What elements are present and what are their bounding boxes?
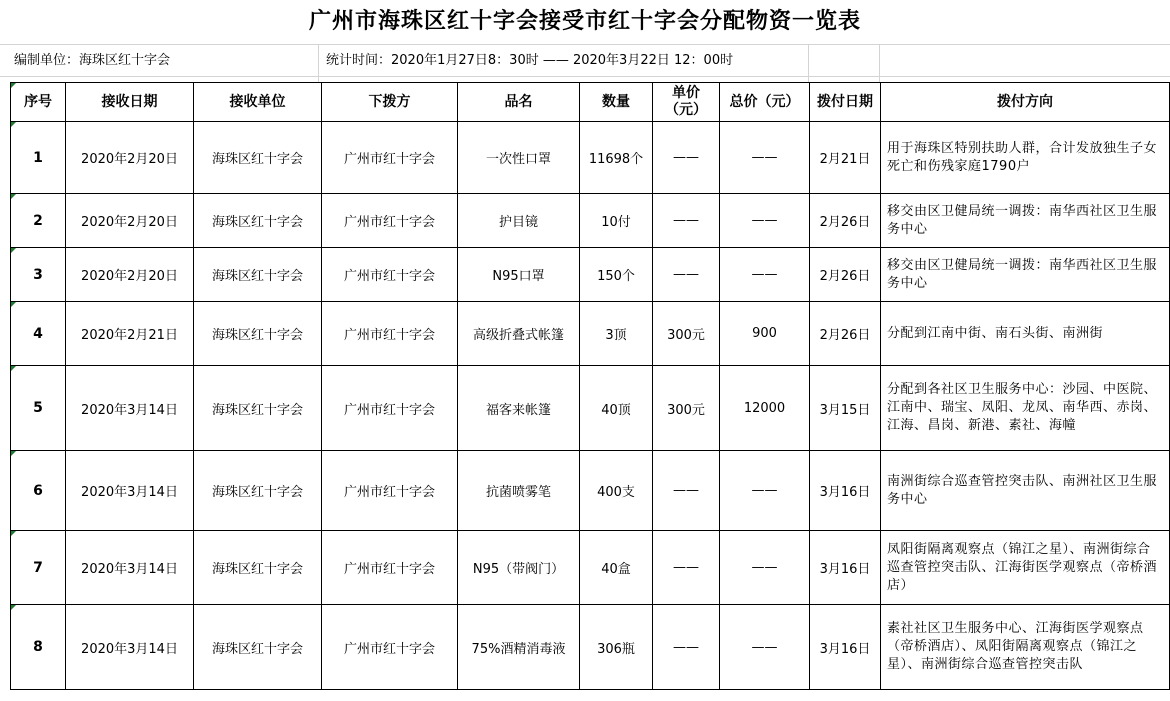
cell-pay-date[interactable]: 3月16日 [810,605,881,690]
cell-pay-date[interactable]: 2月26日 [810,194,881,248]
cell-receiver[interactable]: 海珠区红十字会 [194,366,322,451]
cell-quantity[interactable]: 40盒 [580,531,653,605]
cell-no[interactable]: 8 [11,605,66,690]
cell-marker [11,194,16,199]
gridline [808,44,809,82]
cell-unit-price[interactable]: —— [653,248,720,302]
cell-pay-date[interactable]: 2月26日 [810,302,881,366]
col-header-sender[interactable]: 下拨方 [322,83,458,122]
cell-receive-date[interactable]: 2020年3月14日 [66,366,194,451]
cell-item[interactable]: 福客来帐篷 [458,366,580,451]
cell-receive-date[interactable]: 2020年2月20日 [66,122,194,194]
table-row [11,302,1170,366]
cell-receiver[interactable]: 海珠区红十字会 [194,451,322,531]
supplies-table [10,82,1170,690]
cell-sender[interactable]: 广州市红十字会 [322,248,458,302]
cell-marker [11,248,16,253]
cell-direction[interactable]: 素社社区卫生服务中心、江海街医学观察点（帝桥酒店）、凤阳街隔离观察点（锦江之星）、南洲街综合巡查管控突击队 [881,605,1170,690]
compiling-unit: 编制单位：海珠区红十字会 [14,53,171,68]
cell-total-price[interactable]: —— [720,605,810,690]
cell-sender[interactable]: 广州市红十字会 [322,451,458,531]
cell-sender[interactable]: 广州市红十字会 [322,302,458,366]
cell-marker [11,451,16,456]
table-row [11,122,1170,194]
cell-quantity[interactable]: 10付 [580,194,653,248]
cell-item[interactable]: N95口罩 [458,248,580,302]
gridline [318,44,319,82]
cell-pay-date[interactable]: 3月15日 [810,366,881,451]
cell-marker [11,366,16,371]
cell-pay-date[interactable]: 3月16日 [810,451,881,531]
cell-item[interactable]: 抗菌喷雾笔 [458,451,580,531]
cell-pay-date[interactable]: 2月26日 [810,248,881,302]
cell-no[interactable]: 2 [11,194,66,248]
cell-direction[interactable]: 移交由区卫健局统一调拨：南华西社区卫生服务中心 [881,194,1170,248]
cell-receive-date[interactable]: 2020年3月14日 [66,451,194,531]
cell-marker [11,122,16,127]
cell-direction[interactable]: 南洲街综合巡查管控突击队、南洲社区卫生服务中心 [881,451,1170,531]
cell-total-price[interactable]: 12000 [720,366,810,451]
table-row [11,366,1170,451]
cell-unit-price[interactable]: —— [653,194,720,248]
table-row [11,451,1170,531]
cell-unit-price[interactable]: —— [653,605,720,690]
cell-pay-date[interactable]: 2月21日 [810,122,881,194]
cell-no[interactable]: 5 [11,366,66,451]
cell-sender[interactable]: 广州市红十字会 [322,194,458,248]
cell-unit-price[interactable]: 300元 [653,302,720,366]
statistics-period: 统计时间：2020年1月27日8：30时 —— 2020年3月22日 12：00时 [326,53,734,68]
table-row [11,605,1170,690]
cell-sender[interactable]: 广州市红十字会 [322,531,458,605]
cell-sender[interactable]: 广州市红十字会 [322,366,458,451]
cell-receive-date[interactable]: 2020年2月20日 [66,194,194,248]
col-header-pay-date[interactable]: 拨付日期 [810,83,881,122]
col-header-quantity[interactable]: 数量 [580,83,653,122]
cell-item[interactable]: 一次性口罩 [458,122,580,194]
cell-receiver[interactable]: 海珠区红十字会 [194,531,322,605]
cell-total-price[interactable]: —— [720,451,810,531]
header-row [11,83,1170,122]
cell-quantity[interactable]: 11698个 [580,122,653,194]
cell-direction[interactable]: 分配到江南中街、南石头街、南洲街 [881,302,1170,366]
table-row [11,248,1170,302]
cell-item[interactable]: 护目镜 [458,194,580,248]
col-header-receive-date[interactable]: 接收日期 [66,83,194,122]
col-header-receiver[interactable]: 接收单位 [194,83,322,122]
cell-total-price[interactable]: —— [720,194,810,248]
cell-marker [11,83,16,88]
cell-sender[interactable]: 广州市红十字会 [322,122,458,194]
cell-no[interactable]: 4 [11,302,66,366]
cell-unit-price[interactable]: 300元 [653,366,720,451]
cell-direction[interactable]: 凤阳街隔离观察点（锦江之星）、南洲街综合巡查管控突击队、江海街医学观察点（帝桥酒店） [881,531,1170,605]
col-header-item[interactable]: 品名 [458,83,580,122]
cell-direction[interactable]: 用于海珠区特别扶助人群，合计发放独生子女死亡和伤残家庭1790户 [881,122,1170,194]
cell-receive-date[interactable]: 2020年2月21日 [66,302,194,366]
cell-sender[interactable]: 广州市红十字会 [322,605,458,690]
cell-total-price[interactable]: —— [720,122,810,194]
cell-unit-price[interactable]: —— [653,122,720,194]
cell-direction[interactable]: 分配到各社区卫生服务中心：沙园、中医院、江南中、瑞宝、凤阳、龙凤、南华西、赤岗、江海、昌岗、新港、素社、海幢 [881,366,1170,451]
cell-receiver[interactable]: 海珠区红十字会 [194,194,322,248]
cell-no[interactable]: 7 [11,531,66,605]
cell-item[interactable]: 高级折叠式帐篷 [458,302,580,366]
cell-quantity[interactable]: 306瓶 [580,605,653,690]
cell-total-price[interactable]: 900 [720,302,810,366]
cell-quantity[interactable]: 400支 [580,451,653,531]
col-header-unit-price[interactable]: 单价（元） [653,83,720,122]
gridline [879,44,880,82]
cell-marker [11,605,16,610]
cell-total-price[interactable]: —— [720,248,810,302]
col-header-total-price[interactable]: 总价（元） [720,83,810,122]
cell-total-price[interactable]: —— [720,531,810,605]
cell-receiver[interactable]: 海珠区红十字会 [194,605,322,690]
cell-receiver[interactable]: 海珠区红十字会 [194,302,322,366]
cell-receive-date[interactable]: 2020年3月14日 [66,605,194,690]
col-header-no[interactable]: 序号 [11,83,66,122]
cell-receiver[interactable]: 海珠区红十字会 [194,122,322,194]
cell-unit-price[interactable]: —— [653,531,720,605]
cell-receive-date[interactable]: 2020年2月20日 [66,248,194,302]
cell-pay-date[interactable]: 3月16日 [810,531,881,605]
table-row [11,194,1170,248]
cell-direction[interactable]: 移交由区卫健局统一调拨：南华西社区卫生服务中心 [881,248,1170,302]
cell-marker [11,531,16,536]
cell-receive-date[interactable]: 2020年3月14日 [66,531,194,605]
cell-no[interactable]: 1 [11,122,66,194]
col-header-direction[interactable]: 拨付方向 [881,83,1170,122]
cell-unit-price[interactable]: —— [653,451,720,531]
cell-no[interactable]: 3 [11,248,66,302]
cell-item[interactable]: N95（带阀门） [458,531,580,605]
cell-quantity[interactable]: 3顶 [580,302,653,366]
cell-no[interactable]: 6 [11,451,66,531]
cell-receiver[interactable]: 海珠区红十字会 [194,248,322,302]
cell-item[interactable]: 75%酒精消毒液 [458,605,580,690]
cell-quantity[interactable]: 40顶 [580,366,653,451]
table-row [11,531,1170,605]
sheet-title: 广州市海珠区红十字会接受市红十字会分配物资一览表 [308,9,861,34]
cell-marker [11,302,16,307]
cell-quantity[interactable]: 150个 [580,248,653,302]
